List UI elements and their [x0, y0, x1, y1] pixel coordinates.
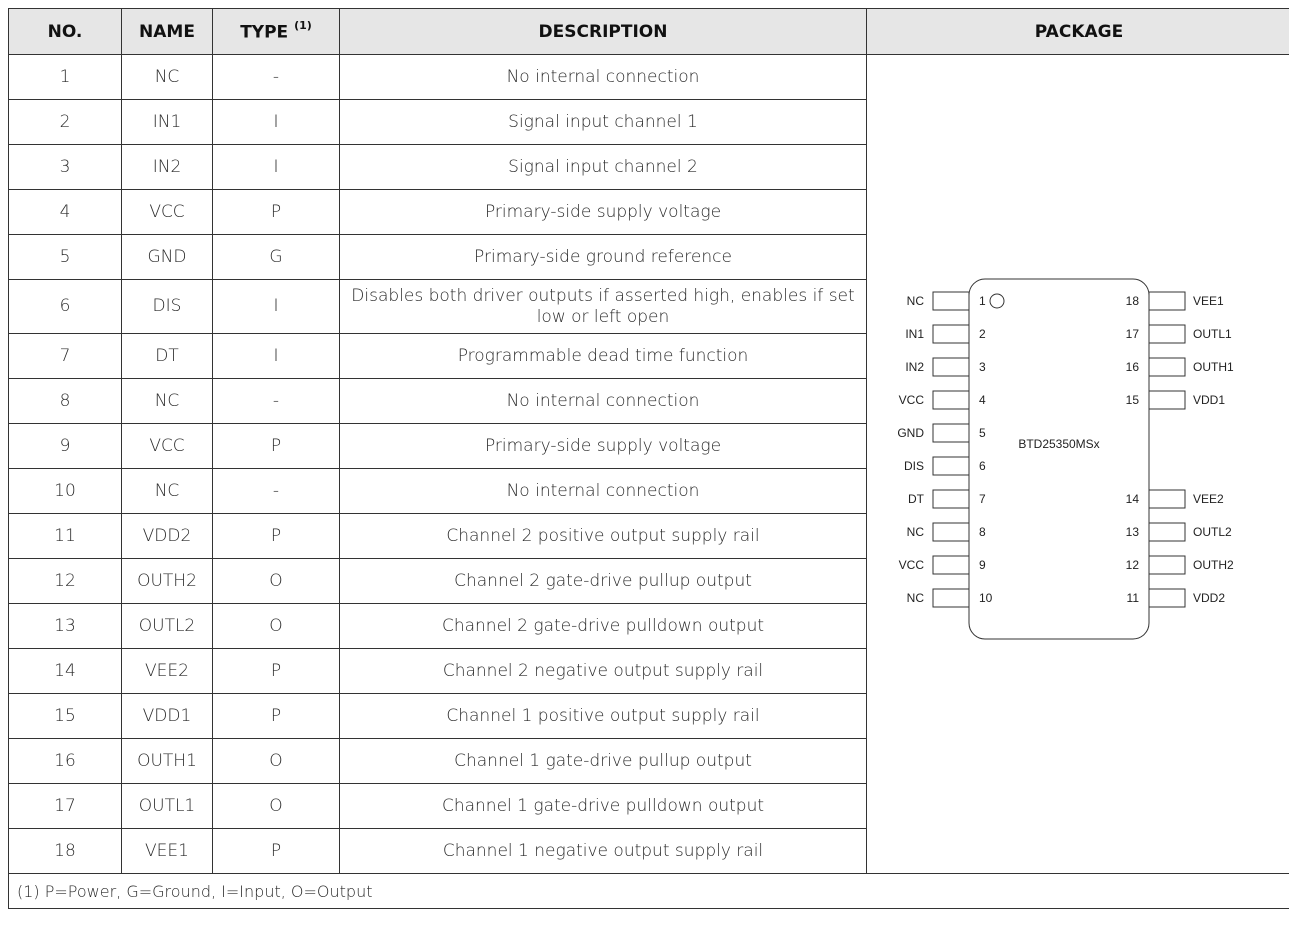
cell-description: No internal connection: [340, 379, 867, 424]
cell-description: Disables both driver outputs if asserted high, enables if set low or left open: [340, 280, 867, 334]
cell-name: GND: [122, 235, 213, 280]
pin-label-left: NC: [906, 525, 924, 539]
cell-type: P: [213, 424, 340, 469]
cell-name: OUTL1: [122, 784, 213, 829]
pin-label-left: DT: [908, 492, 924, 506]
cell-no: 2: [9, 100, 122, 145]
pin-number-right: 13: [1125, 525, 1139, 539]
cell-no: 1: [9, 55, 122, 100]
pin-label-left: IN2: [905, 360, 924, 374]
cell-name: OUTL2: [122, 604, 213, 649]
pin-label-left: NC: [906, 591, 924, 605]
cell-no: 14: [9, 649, 122, 694]
pin-lead-right: [1149, 292, 1185, 310]
pin-number-right: 14: [1125, 492, 1139, 506]
cell-description: Channel 2 negative output supply rail: [340, 649, 867, 694]
cell-no: 15: [9, 694, 122, 739]
pin-number-right: 16: [1125, 360, 1139, 374]
pin-label-left: VCC: [898, 558, 924, 572]
header-row: [9, 9, 1289, 55]
cell-no: 11: [9, 514, 122, 559]
pin-label-right: VEE1: [1193, 294, 1224, 308]
pin-number-right: 15: [1125, 393, 1139, 407]
package-cell: [867, 55, 1289, 874]
cell-description: Channel 1 negative output supply rail: [340, 829, 867, 874]
pin-label-right: VEE2: [1193, 492, 1224, 506]
package-diagram: [889, 264, 1269, 664]
pin-lead-left: [933, 325, 969, 343]
pin-number-left: 9: [979, 558, 986, 572]
cell-name: OUTH1: [122, 739, 213, 784]
part-name: BTD25350MSx: [1018, 437, 1100, 451]
cell-name: NC: [122, 469, 213, 514]
header-no: NO.: [9, 9, 122, 55]
pin-label-right: OUTH1: [1193, 360, 1234, 374]
cell-description: No internal connection: [340, 55, 867, 100]
cell-description: Primary-side ground reference: [340, 235, 867, 280]
pin-number-left: 1: [979, 294, 986, 308]
pin-label-right: VDD2: [1193, 591, 1226, 605]
table-row: [9, 55, 1289, 100]
cell-type: I: [213, 334, 340, 379]
cell-type: O: [213, 739, 340, 784]
pin-lead-left: [933, 424, 969, 442]
cell-description: Channel 2 gate-drive pullup output: [340, 559, 867, 604]
cell-description: Signal input channel 1: [340, 100, 867, 145]
cell-type: P: [213, 694, 340, 739]
cell-no: 6: [9, 280, 122, 334]
cell-type: G: [213, 235, 340, 280]
cell-name: VCC: [122, 424, 213, 469]
pin-number-left: 7: [979, 492, 986, 506]
cell-description: Channel 1 gate-drive pulldown output: [340, 784, 867, 829]
pin-label-left: NC: [906, 294, 924, 308]
pin-label-left: VCC: [898, 393, 924, 407]
pin1-marker-icon: [990, 294, 1004, 308]
cell-name: NC: [122, 379, 213, 424]
cell-no: 7: [9, 334, 122, 379]
cell-name: DT: [122, 334, 213, 379]
pin-lead-right: [1149, 358, 1185, 376]
cell-description: Primary-side supply voltage: [340, 424, 867, 469]
pin-label-right: OUTL2: [1193, 525, 1232, 539]
pin-label-right: OUTH2: [1193, 558, 1234, 572]
cell-description: Signal input channel 2: [340, 145, 867, 190]
pin-number-right: 12: [1125, 558, 1139, 572]
pin-lead-left: [933, 457, 969, 475]
cell-description: Programmable dead time function: [340, 334, 867, 379]
cell-type: -: [213, 379, 340, 424]
cell-name: IN1: [122, 100, 213, 145]
cell-no: 12: [9, 559, 122, 604]
pin-lead-right: [1149, 490, 1185, 508]
cell-name: NC: [122, 55, 213, 100]
header-description: DESCRIPTION: [340, 9, 867, 55]
pin-number-left: 2: [979, 327, 986, 341]
cell-no: 16: [9, 739, 122, 784]
pin-number-left: 3: [979, 360, 986, 374]
pin-lead-left: [933, 391, 969, 409]
cell-type: I: [213, 145, 340, 190]
pin-label-right: VDD1: [1193, 393, 1226, 407]
cell-name: IN2: [122, 145, 213, 190]
pin-number-left: 8: [979, 525, 986, 539]
pin-lead-right: [1149, 556, 1185, 574]
pin-lead-left: [933, 589, 969, 607]
cell-name: VEE1: [122, 829, 213, 874]
pin-description-table: [8, 8, 1289, 909]
pin-number-left: 6: [979, 459, 986, 473]
cell-no: 5: [9, 235, 122, 280]
pin-number-left: 10: [979, 591, 993, 605]
cell-type: P: [213, 829, 340, 874]
cell-type: I: [213, 100, 340, 145]
pin-lead-left: [933, 523, 969, 541]
pin-lead-left: [933, 358, 969, 376]
cell-type: O: [213, 784, 340, 829]
ic-body: [969, 279, 1149, 639]
cell-no: 8: [9, 379, 122, 424]
cell-no: 3: [9, 145, 122, 190]
pin-number-left: 4: [979, 393, 986, 407]
cell-name: VEE2: [122, 649, 213, 694]
pin-lead-right: [1149, 325, 1185, 343]
header-name: NAME: [122, 9, 213, 55]
header-type: TYPE $^{(1)}$: [213, 9, 340, 55]
pin-lead-right: [1149, 391, 1185, 409]
cell-type: -: [213, 55, 340, 100]
cell-description: Channel 2 positive output supply rail: [340, 514, 867, 559]
cell-no: 10: [9, 469, 122, 514]
cell-description: Channel 1 gate-drive pullup output: [340, 739, 867, 784]
table-footnote: (1) P=Power, G=Ground, I=Input, O=Output: [9, 874, 1289, 909]
cell-name: VCC: [122, 190, 213, 235]
cell-type: P: [213, 190, 340, 235]
pin-number-right: 18: [1125, 294, 1139, 308]
pin-label-left: GND: [897, 426, 924, 440]
pin-number-right: 17: [1125, 327, 1139, 341]
pin-number-right: 11: [1126, 591, 1139, 605]
cell-name: VDD1: [122, 694, 213, 739]
cell-description: Primary-side supply voltage: [340, 190, 867, 235]
cell-name: DIS: [122, 280, 213, 334]
cell-no: 4: [9, 190, 122, 235]
cell-no: 9: [9, 424, 122, 469]
pin-lead-right: [1149, 589, 1185, 607]
header-type-footnote-ref: (1): [294, 18, 312, 32]
cell-description: Channel 2 gate-drive pulldown output: [340, 604, 867, 649]
pin-label-right: OUTL1: [1193, 327, 1232, 341]
pin-label-left: IN1: [905, 327, 924, 341]
cell-no: 13: [9, 604, 122, 649]
cell-type: P: [213, 514, 340, 559]
cell-type: I: [213, 280, 340, 334]
cell-type: P: [213, 649, 340, 694]
header-package: PACKAGE: [867, 9, 1289, 55]
pin-lead-left: [933, 556, 969, 574]
cell-description: No internal connection: [340, 469, 867, 514]
cell-no: 18: [9, 829, 122, 874]
pin-label-left: DIS: [903, 459, 924, 473]
pin-lead-left: [933, 292, 969, 310]
cell-name: OUTH2: [122, 559, 213, 604]
cell-description: Channel 1 positive output supply rail: [340, 694, 867, 739]
pin-lead-right: [1149, 523, 1185, 541]
cell-type: -: [213, 469, 340, 514]
cell-type: O: [213, 559, 340, 604]
cell-name: VDD2: [122, 514, 213, 559]
pin-lead-left: [933, 490, 969, 508]
cell-type: O: [213, 604, 340, 649]
pin-number-left: 5: [979, 426, 986, 440]
cell-no: 17: [9, 784, 122, 829]
footnote-row: [9, 874, 1289, 909]
